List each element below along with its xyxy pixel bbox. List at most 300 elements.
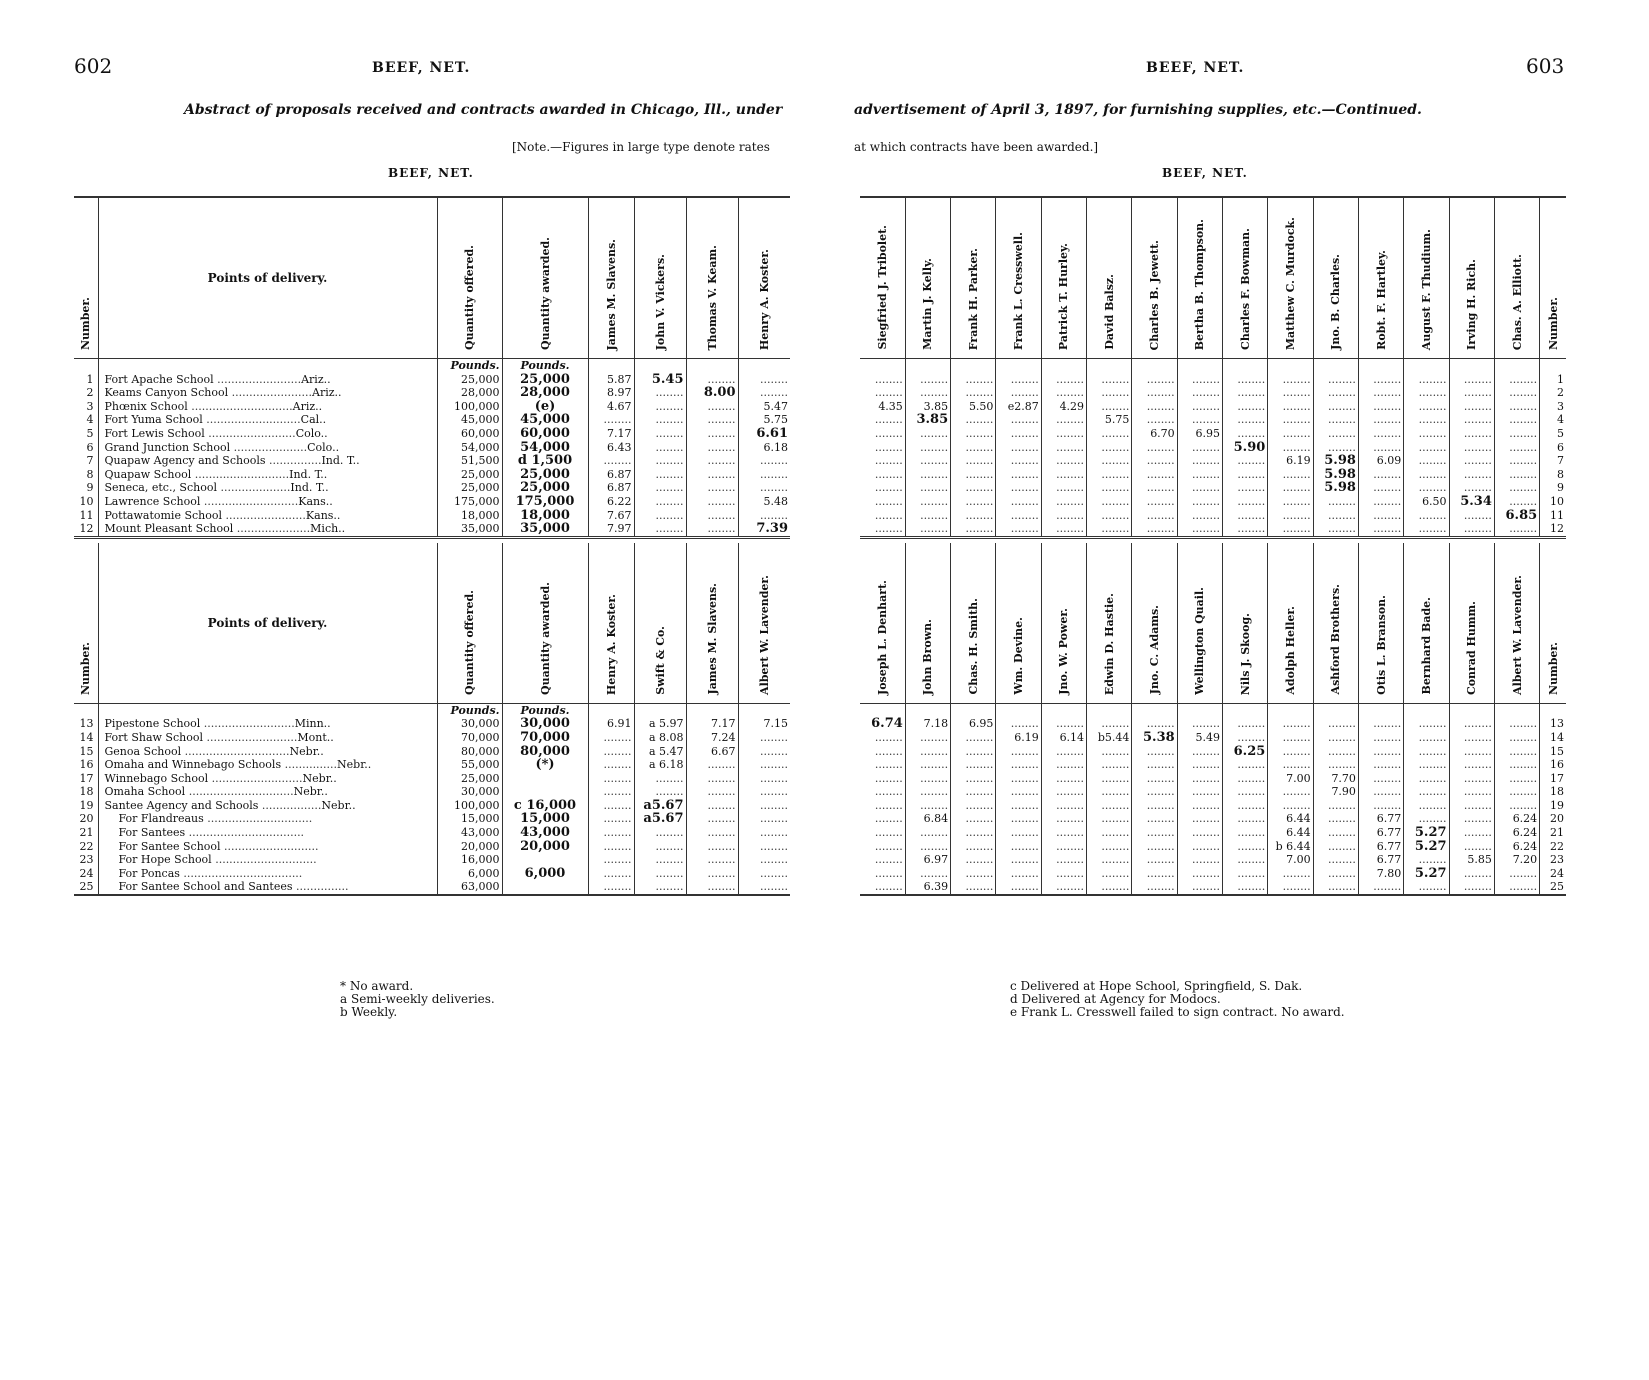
leader-dots: ........ (1101, 717, 1130, 731)
leader-dots: ........ (1509, 494, 1538, 508)
bid-cell (1177, 867, 1222, 881)
bid-cell (738, 867, 790, 881)
bid-cell (588, 826, 634, 840)
row-number: 11 (1540, 509, 1566, 523)
bid-cell (1041, 731, 1086, 745)
bid-cell (905, 441, 950, 455)
header-row (860, 197, 1566, 359)
header-qty-offered (437, 197, 502, 359)
row-number: 9 (1540, 481, 1566, 495)
row-number: 10 (1540, 495, 1566, 509)
bid-cell (1358, 853, 1403, 867)
bid-cell-value: b5.44 (1097, 730, 1130, 744)
header-bidder (1041, 543, 1086, 704)
leader-dots: ........ (1192, 798, 1220, 812)
leader-dots: ........ (1101, 481, 1130, 495)
header-bidder (686, 543, 738, 704)
leader-dots: ....................... (222, 508, 306, 522)
leader-dots: ........ (1146, 481, 1175, 495)
row-number: 6 (1540, 441, 1566, 455)
bid-cell (1223, 758, 1268, 772)
leader-dots: ........ (1192, 880, 1220, 894)
left-table (74, 196, 790, 896)
bid-cell (996, 867, 1041, 881)
bid-cell (860, 509, 905, 523)
row-number: 20 (1540, 812, 1566, 826)
bid-cell (860, 481, 905, 495)
leader-dots: ........................ (213, 372, 302, 386)
spacer (1494, 703, 1539, 717)
leader-dots: ........ (1101, 798, 1130, 812)
point-state: Mich.. (310, 522, 346, 536)
bid-cell (634, 867, 686, 881)
leader-dots: ........ (874, 744, 903, 758)
bid-cell-value: 6.50 (1422, 494, 1447, 508)
leader-dots: ........ (1418, 785, 1447, 799)
table-row (74, 400, 790, 414)
leader-dots: ........ (1373, 880, 1402, 894)
qty-awarded (502, 812, 588, 826)
bid-cell (996, 413, 1041, 427)
qty-awarded (502, 731, 588, 745)
leader-dots: ........ (1509, 730, 1538, 744)
bid-cell (1177, 495, 1222, 509)
point-state: Cal.. (300, 413, 327, 427)
leader-dots: ........ (1327, 839, 1356, 853)
bid-cell (1132, 867, 1177, 881)
row-point (98, 522, 437, 537)
point-state: Kans.. (298, 494, 333, 508)
leader-dots: ........ (1463, 866, 1492, 880)
bid-cell (1494, 481, 1539, 495)
bid-cell (905, 745, 950, 759)
leader-dots: ........ (1509, 771, 1538, 785)
bid-cell (1268, 413, 1313, 427)
bid-cell (588, 427, 634, 441)
bid-cell (686, 758, 738, 772)
bid-cell (905, 454, 950, 468)
leader-dots: ........ (1418, 744, 1447, 758)
leader-dots: ........ (1282, 426, 1311, 440)
leader-dots: ........ (1373, 758, 1402, 772)
point-name: Genoa School (104, 744, 182, 758)
bid-cell (686, 495, 738, 509)
bid-cell-value: 6.77 (1376, 853, 1402, 867)
leader-dots: ........ (1101, 785, 1130, 799)
leader-dots: ........ (655, 785, 684, 799)
bid-cell-value: 5.98 (1324, 480, 1356, 496)
bid-cell (1313, 495, 1358, 509)
bid-cell (905, 785, 950, 799)
leader-dots: ........ (1101, 454, 1130, 468)
row-point (98, 799, 437, 813)
header-bidder (588, 543, 634, 704)
row-point (98, 427, 437, 441)
bid-cell (1449, 413, 1494, 427)
table-row (860, 717, 1566, 731)
leader-dots: ........ (1373, 771, 1402, 785)
leader-dots: ........ (1146, 744, 1175, 758)
leader-dots: ........ (760, 785, 788, 799)
bid-cell (1177, 758, 1222, 772)
bid-cell (588, 441, 634, 455)
footnote: e Frank L. Cresswell failed to sign contract. No award. (1010, 1005, 1345, 1019)
bid-cell-value: 8.00 (703, 385, 736, 401)
leader-dots: ........ (920, 440, 949, 454)
bid-cell (588, 785, 634, 799)
bid-cell-value: 6.25 (1233, 743, 1266, 759)
leader-dots: ........ (1373, 481, 1402, 495)
bid-cell (1132, 812, 1177, 826)
leader-dots: ........ (1373, 798, 1402, 812)
header-bidder-label: Jno. C. Adams. (1148, 605, 1162, 695)
bid-cell (1041, 386, 1086, 400)
header-bidder-label: Edwin D. Hastie. (1102, 592, 1116, 695)
bid-cell (1313, 867, 1358, 881)
row-number: 11 (79, 508, 94, 522)
qty-awarded-value: 25,000 (520, 480, 570, 496)
row-number: 3 (86, 399, 94, 413)
leader-dots: ........ (1010, 744, 1039, 758)
bid-cell (588, 509, 634, 523)
leader-dots: ........ (1237, 386, 1266, 400)
bid-cell (860, 826, 905, 840)
leader-dots: ........ (920, 730, 949, 744)
bid-cell (1268, 785, 1313, 799)
bid-cell (860, 717, 905, 731)
header-bidder (1132, 543, 1177, 704)
bid-cell (1449, 386, 1494, 400)
row-number: 2 (1540, 386, 1566, 400)
row-number: 22 (1540, 840, 1566, 854)
bid-cell (1358, 441, 1403, 455)
leader-dots: ........ (874, 730, 903, 744)
qty-awarded (502, 400, 588, 414)
row-point (98, 880, 437, 895)
row-number: 20 (79, 812, 94, 826)
bid-cell (1041, 522, 1086, 537)
bid-cell (1132, 441, 1177, 455)
table-row (74, 880, 790, 895)
qty-awarded-value: 28,000 (520, 385, 570, 401)
leader-dots: ........ (1237, 481, 1266, 495)
header-points (98, 197, 437, 359)
leader-dots: ........ (1282, 798, 1311, 812)
leader-dots: ............... (281, 758, 338, 772)
qty-awarded (502, 454, 588, 468)
point-state: Ariz.. (292, 399, 323, 413)
bid-cell (1449, 441, 1494, 455)
bid-cell (996, 799, 1041, 813)
bid-cell (1223, 495, 1268, 509)
leader-dots: ........ (1509, 880, 1538, 894)
leader-dots: ........ (1192, 522, 1220, 536)
bid-cell (1268, 441, 1313, 455)
bid-cell-value: 6.91 (607, 717, 632, 731)
bid-cell (860, 840, 905, 854)
bid-cell-value: 7.00 (1286, 771, 1311, 785)
bid-cell (1358, 413, 1403, 427)
table-row (860, 867, 1566, 881)
bid-cell (1177, 880, 1222, 895)
bid-cell (1404, 745, 1449, 759)
row-number: 25 (79, 880, 94, 894)
units-blank (738, 703, 790, 717)
header-bidder-label: Bernhard Bade. (1419, 597, 1433, 695)
bid-cell (860, 731, 905, 745)
bid-cell-value: 6.09 (1376, 454, 1402, 468)
row-number: 24 (79, 866, 94, 880)
qty-awarded (502, 853, 588, 867)
bid-cell (905, 386, 950, 400)
bid-cell (1177, 840, 1222, 854)
bid-cell (1087, 758, 1132, 772)
spacer (860, 359, 905, 373)
bid-cell (905, 867, 950, 881)
leader-dots: .............................. (203, 812, 313, 826)
units-blank (74, 703, 98, 717)
bid-cell (996, 509, 1041, 523)
bid-cell (634, 812, 686, 826)
bid-cell (1177, 468, 1222, 482)
qty-offered: 60,000 (437, 427, 502, 441)
leader-dots: ........ (1192, 866, 1220, 880)
bid-cell (951, 509, 996, 523)
bid-cell-value: 6.77 (1376, 826, 1402, 840)
leader-dots: ........ (1282, 386, 1311, 400)
bid-cell (1449, 717, 1494, 731)
leader-dots: ............................. (211, 853, 317, 867)
leader-dots: ........ (1101, 426, 1130, 440)
bid-cell (1494, 509, 1539, 523)
bid-cell (1358, 468, 1403, 482)
leader-dots: ........ (1056, 880, 1085, 894)
bid-cell (1223, 481, 1268, 495)
bid-cell (738, 509, 790, 523)
leader-dots: ........ (603, 771, 632, 785)
row-point (98, 717, 437, 731)
bid-cell (1494, 413, 1539, 427)
bid-cell (996, 785, 1041, 799)
bid-cell (860, 812, 905, 826)
leader-dots: .......................... (202, 730, 298, 744)
bid-cell (1268, 826, 1313, 840)
bid-cell-value: 6.24 (1512, 839, 1538, 853)
bid-cell (1223, 731, 1268, 745)
title-right: advertisement of April 3, 1897, for furnishing supplies, etc.—Continued. (854, 102, 1422, 118)
row-number: 6 (86, 440, 94, 454)
leader-dots: ........ (920, 372, 949, 386)
leader-dots: ........ (920, 522, 949, 536)
leader-dots: ........ (1418, 508, 1447, 522)
leader-dots: ........ (655, 494, 684, 508)
bid-cell (1132, 481, 1177, 495)
leader-dots: ........ (1418, 771, 1447, 785)
table-row (74, 867, 790, 881)
leader-dots: .................... (216, 481, 291, 495)
point-state: Nebr.. (302, 771, 337, 785)
header-bidder-label: Martin J. Kelly. (921, 258, 935, 350)
bid-cell-value: 5.48 (763, 494, 788, 508)
bid-cell (686, 468, 738, 482)
qty-offered: 18,000 (437, 509, 502, 523)
bid-cell (738, 758, 790, 772)
qty-awarded-value: 20,000 (520, 838, 570, 854)
bid-cell (1404, 717, 1449, 731)
leader-dots: ........................... (200, 494, 299, 508)
row-number: 13 (79, 717, 94, 731)
qty-awarded (502, 745, 588, 759)
bid-cell-value: 6.85 (1505, 507, 1538, 523)
bid-cell (1358, 427, 1403, 441)
row-point (98, 867, 437, 881)
bid-cell-value: 5.98 (1324, 466, 1356, 482)
bid-cell (1223, 867, 1268, 881)
bid-cell (860, 867, 905, 881)
leader-dots: ........ (1146, 399, 1175, 413)
leader-dots: ........ (1101, 880, 1130, 894)
row-point (98, 853, 437, 867)
leader-dots: .......................... (200, 717, 295, 731)
leader-dots: ........ (655, 508, 684, 522)
bid-cell-value: 6.24 (1512, 812, 1538, 826)
bid-cell (634, 772, 686, 786)
bid-cell (1087, 386, 1132, 400)
bid-cell (1313, 373, 1358, 387)
qty-awarded-value: 175,000 (515, 493, 575, 509)
bid-cell (1358, 785, 1403, 799)
bid-cell (996, 853, 1041, 867)
bid-cell (1494, 468, 1539, 482)
bid-cell (1313, 840, 1358, 854)
row-point (98, 413, 437, 427)
table-row (74, 481, 790, 495)
bid-cell (1087, 799, 1132, 813)
leader-dots: ..................... (233, 522, 311, 536)
qty-awarded-value: (e) (534, 398, 556, 414)
bid-cell (1087, 373, 1132, 387)
leader-dots: ........ (1237, 372, 1266, 386)
leader-dots: ........ (1282, 758, 1311, 772)
header-bidder (634, 543, 686, 704)
bid-cell-value: 6.77 (1376, 812, 1402, 826)
row-point (98, 373, 437, 387)
bid-cell (860, 522, 905, 537)
header-bidder (1087, 543, 1132, 704)
bid-cell (1404, 441, 1449, 455)
bid-cell (634, 826, 686, 840)
bid-cell (1404, 454, 1449, 468)
bid-cell (996, 481, 1041, 495)
bid-cell (1041, 454, 1086, 468)
leader-dots: ........ (1192, 440, 1220, 454)
leader-dots: ........ (1327, 853, 1356, 867)
bid-cell (1494, 880, 1539, 895)
footnotes-right (1010, 980, 1345, 1019)
leader-dots: ........ (1509, 744, 1538, 758)
bid-cell (1449, 785, 1494, 799)
spacer (1358, 703, 1403, 717)
bid-cell-value: 5.27 (1414, 825, 1447, 841)
bid-cell (1404, 772, 1449, 786)
table-row (74, 454, 790, 468)
table-row (74, 717, 790, 731)
row-number: 5 (1540, 427, 1566, 441)
bid-cell (588, 867, 634, 881)
bid-cell (905, 481, 950, 495)
bid-cell (1449, 522, 1494, 537)
leader-dots: ........ (965, 866, 994, 880)
qty-awarded-value: c 16,000 (513, 797, 577, 813)
leader-dots: ........ (965, 454, 994, 468)
leader-dots: ........ (1509, 467, 1538, 481)
bid-cell-value: 6.67 (711, 744, 736, 758)
row-number: 3 (1540, 400, 1566, 414)
bid-cell (1041, 441, 1086, 455)
leader-dots: ................................. (185, 826, 305, 840)
leader-dots: ........ (707, 440, 736, 454)
spacer (905, 703, 950, 717)
bid-cell-value: 3.85 (923, 399, 949, 413)
leader-dots: ........ (1463, 413, 1492, 427)
bid-cell-value: 5.38 (1143, 729, 1175, 745)
leader-dots: ........ (1056, 467, 1085, 481)
leader-dots: ........ (874, 494, 903, 508)
page-number-left: 602 (74, 54, 113, 78)
qty-offered: 20,000 (437, 840, 502, 854)
bid-cell (1041, 413, 1086, 427)
bid-cell-value: 6.22 (607, 494, 632, 508)
header-bidder-label: August F. Thudium. (1419, 228, 1433, 350)
spacer (1540, 359, 1566, 373)
bid-cell-value: 7.15 (763, 717, 788, 731)
bid-cell-value: 5.45 (651, 371, 684, 387)
point-state: Nebr.. (337, 758, 372, 772)
bid-cell (686, 731, 738, 745)
leader-dots: ........ (1101, 467, 1130, 481)
leader-dots: ........ (1146, 372, 1175, 386)
header-bidder-label: Chas. A. Elliott. (1510, 253, 1524, 350)
leader-dots: ........ (707, 481, 736, 495)
bid-cell (860, 386, 905, 400)
row-number: 15 (79, 744, 94, 758)
bid-cell (1177, 413, 1222, 427)
qty-offered: 54,000 (437, 441, 502, 455)
leader-dots: ........ (1010, 386, 1039, 400)
leader-dots: ........ (1509, 372, 1538, 386)
units-blank (588, 703, 634, 717)
leader-dots: ........ (1327, 758, 1356, 772)
leader-dots: ........ (1101, 826, 1130, 840)
leader-dots: ........ (1056, 386, 1085, 400)
bid-cell (1494, 867, 1539, 881)
bid-cell (1494, 400, 1539, 414)
table-row (860, 468, 1566, 482)
bid-cell (1132, 785, 1177, 799)
bid-cell (1177, 454, 1222, 468)
leader-dots: ........ (1509, 798, 1538, 812)
leader-dots: ........ (874, 426, 903, 440)
header-bidder (905, 543, 950, 704)
leader-dots: ........ (1237, 467, 1266, 481)
bid-cell (1404, 373, 1449, 387)
row-point (98, 745, 437, 759)
qty-offered: 45,000 (437, 413, 502, 427)
header-qty-offered-label: Quantity offered. (463, 589, 476, 695)
bid-cell (1268, 509, 1313, 523)
bid-cell (1087, 812, 1132, 826)
bid-cell-value: 5.49 (1195, 730, 1220, 744)
